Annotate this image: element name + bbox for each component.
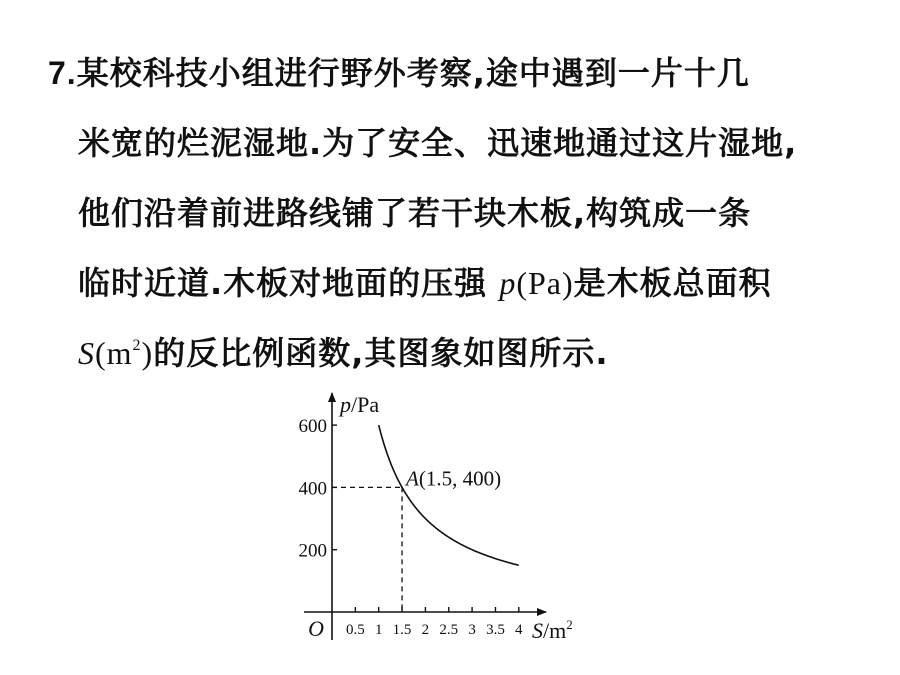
point-a-coordinates: (1.5, 400) xyxy=(418,466,502,491)
y-axis-label-variable: p xyxy=(340,392,351,417)
x-axis-label-exponent: 2 xyxy=(566,617,573,632)
x-tick-label: 3.5 xyxy=(486,622,505,638)
area-unit-exponent: 2 xyxy=(132,337,142,354)
area-variable-symbol: S xyxy=(78,335,95,371)
y-tick-label: 200 xyxy=(298,540,327,562)
pressure-unit: (Pa) xyxy=(516,265,574,301)
x-tick-label: 0.5 xyxy=(345,622,365,638)
x-axis-label-variable: S xyxy=(532,618,543,643)
problem-line-3: 他们沿着前进路线铺了若干块木板,构筑成一条 xyxy=(78,194,752,232)
problem-line-1-text: 某校科技小组进行野外考察,途中遇到一片十几 xyxy=(76,54,750,92)
point-a-name: A xyxy=(406,466,419,491)
y-tick-label: 600 xyxy=(298,416,327,438)
series-line xyxy=(379,425,519,565)
question-number: 7. xyxy=(48,55,77,91)
area-unit-close: ) xyxy=(141,335,154,371)
problem-line-2: 米宽的烂泥湿地.为了安全、迅速地通过这片湿地, xyxy=(78,124,798,162)
x-tick-label: 1 xyxy=(374,622,383,638)
x-tick-label: 4 xyxy=(515,622,523,638)
pressure-variable-symbol: p xyxy=(499,265,517,301)
area-unit-open: (m xyxy=(95,335,133,371)
x-tick-label: 3 xyxy=(468,622,476,638)
point-a-label xyxy=(404,466,501,490)
problem-line-5-text: 的反比例函数,其图象如图所示. xyxy=(153,334,609,372)
y-axis-label-unit: /Pa xyxy=(351,392,380,417)
y-tick-label: 400 xyxy=(298,478,327,500)
origin-label: O xyxy=(308,616,324,641)
y-axis-label xyxy=(338,392,379,417)
x-axis-label-unit: /m xyxy=(543,618,567,643)
x-tick-label: 2.5 xyxy=(439,622,459,638)
x-axis-label xyxy=(532,617,573,643)
x-tick-label: 1.5 xyxy=(392,622,412,638)
problem-line-4-text-b: 是木板总面积 xyxy=(573,264,772,302)
x-tick-label: 2 xyxy=(421,622,430,638)
problem-line-4-text-a: 临时近道.木板对地面的压强 xyxy=(78,264,488,302)
